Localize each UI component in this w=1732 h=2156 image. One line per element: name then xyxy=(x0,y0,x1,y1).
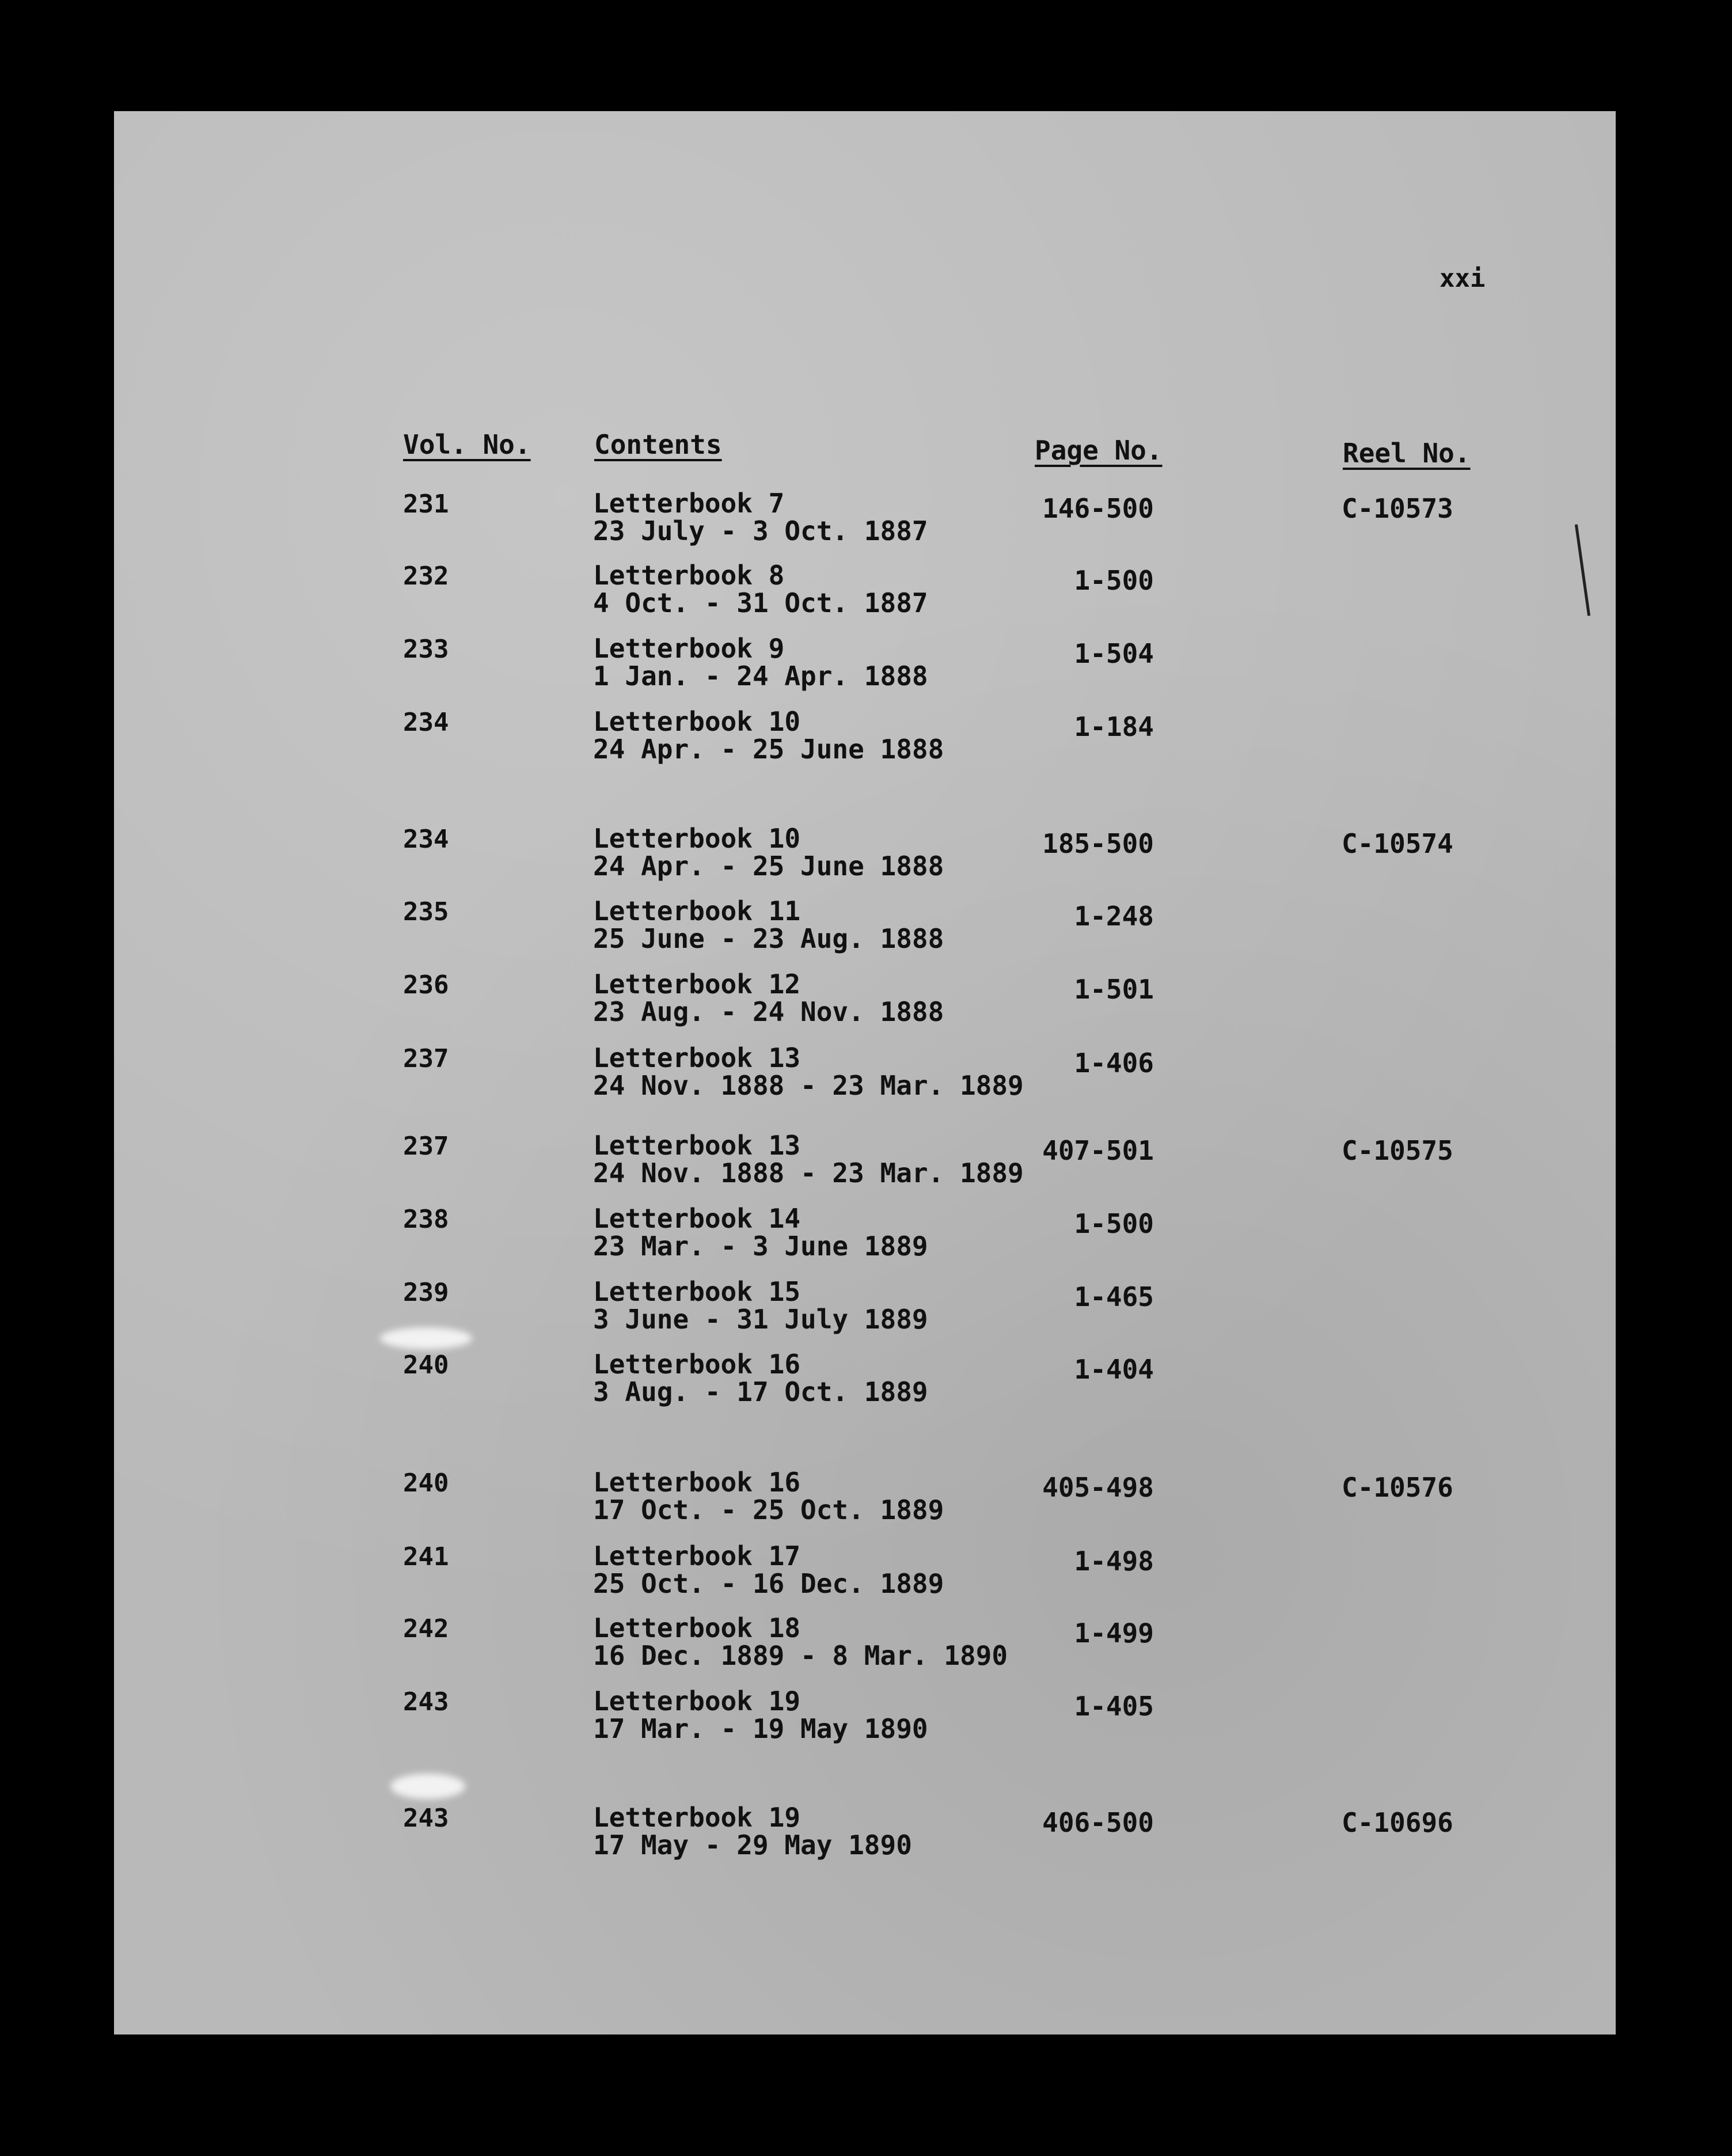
date-range: 17 Mar. - 19 May 1890 xyxy=(593,1713,928,1744)
vol-number: 236 xyxy=(403,970,449,1000)
table-row xyxy=(0,1278,1732,1341)
letterbook-title: Letterbook 19 xyxy=(593,1802,801,1833)
contents-cell xyxy=(593,708,944,763)
column-header-contents: Contents xyxy=(594,429,722,460)
date-range: 16 Dec. 1889 - 8 Mar. 1890 xyxy=(593,1640,1008,1671)
vol-number: 241 xyxy=(403,1542,449,1572)
letterbook-title: Letterbook 9 xyxy=(593,633,785,664)
vol-number: 239 xyxy=(403,1278,449,1307)
date-range: 1 Jan. - 24 Apr. 1888 xyxy=(593,661,928,692)
date-range: 4 Oct. - 31 Oct. 1887 xyxy=(593,587,928,618)
contents-cell xyxy=(593,1132,1024,1187)
letterbook-title: Letterbook 18 xyxy=(593,1612,801,1643)
page-range: 1-499 xyxy=(1074,1618,1154,1649)
vol-number: 242 xyxy=(403,1614,449,1643)
contents-cell xyxy=(593,825,944,880)
vol-number: 243 xyxy=(403,1687,449,1717)
date-range: 23 July - 3 Oct. 1887 xyxy=(593,515,928,546)
date-range: 23 Mar. - 3 June 1889 xyxy=(593,1231,928,1262)
letterbook-title: Letterbook 12 xyxy=(593,969,801,1000)
table-row xyxy=(0,1687,1732,1751)
table-row xyxy=(0,1132,1732,1195)
reel-number: C-10574 xyxy=(1342,828,1453,859)
page-range: 1-405 xyxy=(1074,1691,1154,1722)
column-header-page: Page No. xyxy=(1035,435,1163,466)
contents-cell xyxy=(593,1468,944,1524)
date-range: 24 Apr. - 25 June 1888 xyxy=(593,734,944,765)
vol-number: 237 xyxy=(403,1132,449,1161)
contents-cell xyxy=(593,1804,912,1859)
table-row xyxy=(0,1804,1732,1867)
contents-cell xyxy=(593,1542,944,1597)
reel-number: C-10696 xyxy=(1342,1807,1453,1838)
contents-cell xyxy=(593,897,944,952)
table-row xyxy=(0,1350,1732,1414)
date-range: 24 Nov. 1888 - 23 Mar. 1889 xyxy=(593,1070,1024,1101)
column-header-vol: Vol. No. xyxy=(403,429,531,460)
contents-cell xyxy=(593,561,928,617)
page-range: 405-498 xyxy=(1042,1472,1154,1503)
letterbook-title: Letterbook 13 xyxy=(593,1042,801,1073)
date-range: 17 May - 29 May 1890 xyxy=(593,1829,912,1861)
column-header-reel: Reel No. xyxy=(1343,438,1471,469)
page-range: 1-404 xyxy=(1074,1354,1154,1385)
vol-number: 240 xyxy=(403,1350,449,1380)
vol-number: 234 xyxy=(403,825,449,854)
table-row xyxy=(0,1468,1732,1532)
contents-cell xyxy=(593,1278,928,1333)
vol-number: 234 xyxy=(403,708,449,737)
letterbook-title: Letterbook 15 xyxy=(593,1276,801,1307)
vol-number: 237 xyxy=(403,1044,449,1073)
letterbook-title: Letterbook 14 xyxy=(593,1203,801,1234)
date-range: 24 Nov. 1888 - 23 Mar. 1889 xyxy=(593,1157,1024,1189)
reel-number: C-10576 xyxy=(1342,1472,1453,1503)
vol-number: 232 xyxy=(403,561,449,591)
table-row xyxy=(0,825,1732,888)
date-range: 3 June - 31 July 1889 xyxy=(593,1304,928,1335)
date-range: 23 Aug. - 24 Nov. 1888 xyxy=(593,996,944,1027)
table-row xyxy=(0,897,1732,961)
page-range: 1-184 xyxy=(1074,711,1154,742)
reel-number: C-10575 xyxy=(1342,1135,1453,1166)
page-range: 1-465 xyxy=(1074,1281,1154,1312)
page-range: 146-500 xyxy=(1042,493,1154,524)
page-range: 1-504 xyxy=(1074,638,1154,669)
contents-cell xyxy=(593,635,928,690)
date-range: 24 Apr. - 25 June 1888 xyxy=(593,851,944,882)
table-row xyxy=(0,489,1732,553)
table-row xyxy=(0,1542,1732,1605)
date-range: 17 Oct. - 25 Oct. 1889 xyxy=(593,1494,944,1525)
page-range: 185-500 xyxy=(1042,828,1154,859)
letterbook-title: Letterbook 16 xyxy=(593,1349,801,1380)
contents-cell xyxy=(593,489,928,545)
table-row xyxy=(0,561,1732,625)
vol-number: 240 xyxy=(403,1468,449,1498)
table-row xyxy=(0,1205,1732,1268)
contents-cell xyxy=(593,1044,1024,1099)
letterbook-title: Letterbook 16 xyxy=(593,1467,801,1498)
contents-cell xyxy=(593,1687,928,1743)
page-range: 1-500 xyxy=(1074,565,1154,596)
letterbook-title: Letterbook 10 xyxy=(593,706,801,737)
page-range: 1-498 xyxy=(1074,1546,1154,1577)
page-range: 407-501 xyxy=(1042,1135,1154,1166)
vol-number: 238 xyxy=(403,1205,449,1234)
letterbook-title: Letterbook 19 xyxy=(593,1686,801,1717)
table-row xyxy=(0,1614,1732,1677)
page-range: 1-501 xyxy=(1074,974,1154,1005)
page-number: xxi xyxy=(1439,264,1486,293)
vol-number: 233 xyxy=(403,635,449,664)
letterbook-title: Letterbook 7 xyxy=(593,488,785,519)
page-range: 1-248 xyxy=(1074,901,1154,932)
letterbook-title: Letterbook 13 xyxy=(593,1130,801,1161)
contents-cell xyxy=(593,1614,1008,1669)
letterbook-title: Letterbook 17 xyxy=(593,1540,801,1572)
table-row xyxy=(0,1044,1732,1107)
contents-cell xyxy=(593,1350,928,1406)
vol-number: 235 xyxy=(403,897,449,927)
letterbook-title: Letterbook 10 xyxy=(593,823,801,854)
contents-cell xyxy=(593,1205,928,1260)
letterbook-title: Letterbook 11 xyxy=(593,895,801,927)
table-row xyxy=(0,970,1732,1034)
page-range: 406-500 xyxy=(1042,1807,1154,1838)
contents-cell xyxy=(593,970,944,1026)
table-row xyxy=(0,708,1732,771)
reel-number: C-10573 xyxy=(1342,493,1453,524)
paper-stain xyxy=(390,1774,465,1799)
table-row xyxy=(0,635,1732,698)
letterbook-title: Letterbook 8 xyxy=(593,560,785,591)
date-range: 25 Oct. - 16 Dec. 1889 xyxy=(593,1568,944,1599)
vol-number: 231 xyxy=(403,489,449,519)
page-range: 1-500 xyxy=(1074,1208,1154,1239)
vol-number: 243 xyxy=(403,1804,449,1833)
date-range: 25 June - 23 Aug. 1888 xyxy=(593,923,944,954)
date-range: 3 Aug. - 17 Oct. 1889 xyxy=(593,1376,928,1407)
page-range: 1-406 xyxy=(1074,1047,1154,1079)
